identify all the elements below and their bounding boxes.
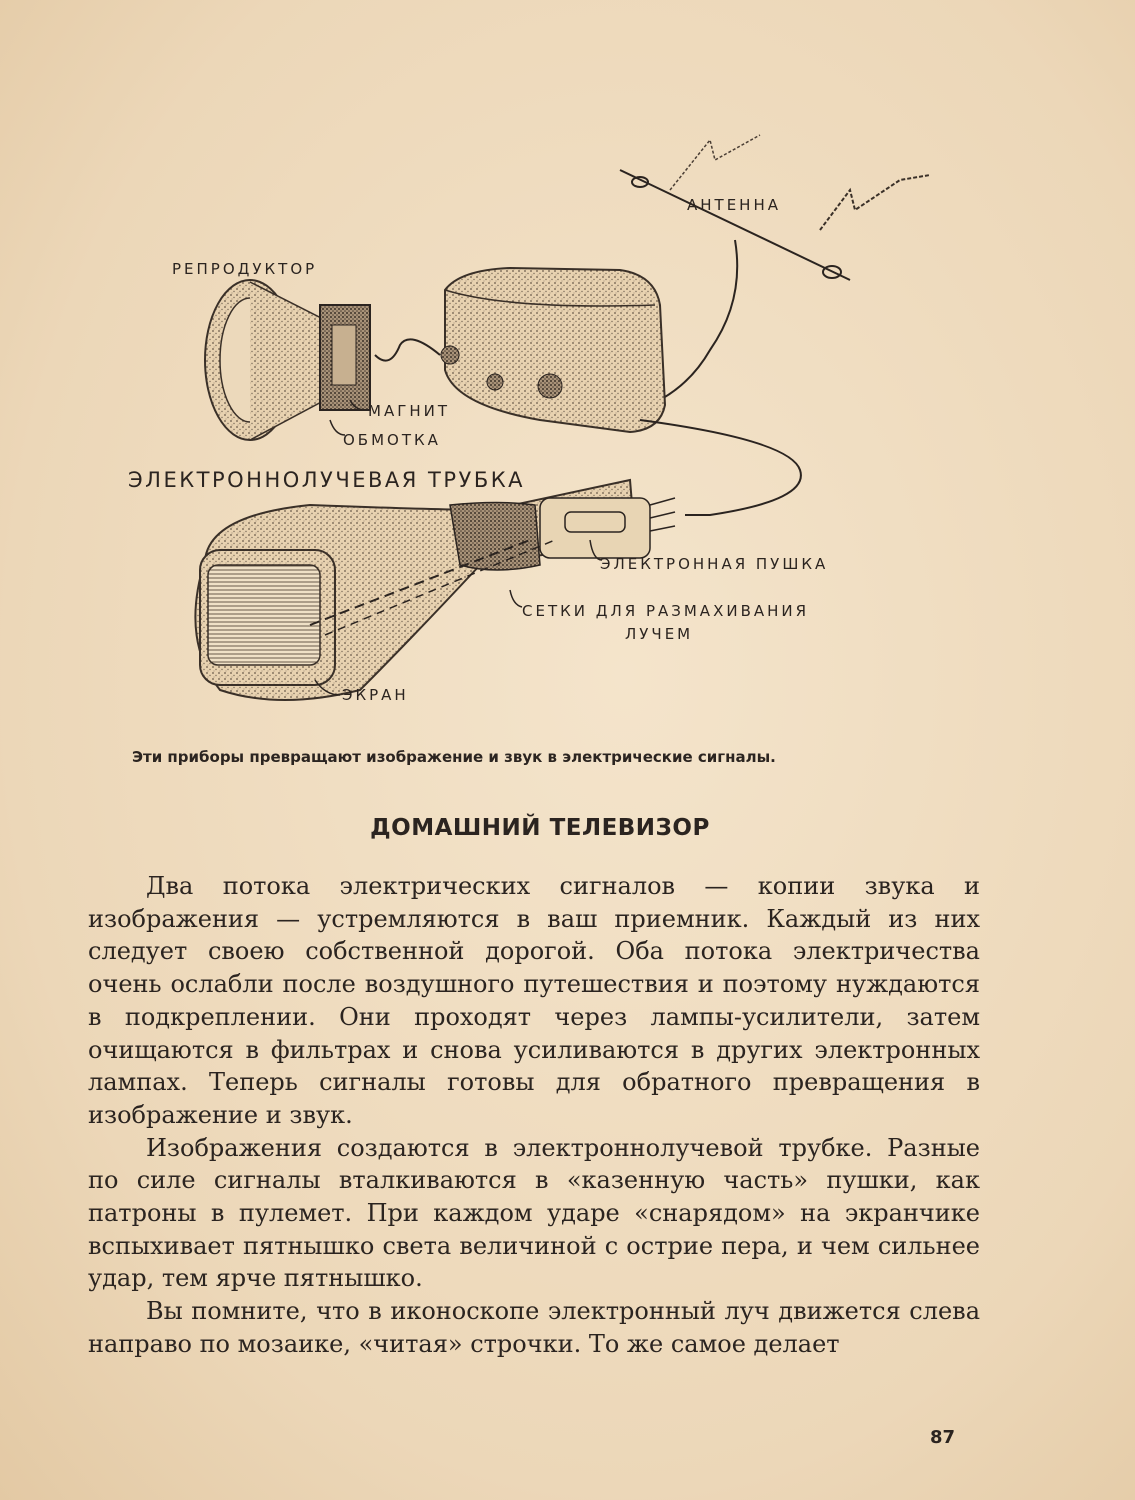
crt-tube (195, 480, 675, 700)
paragraph: Изображения создаются в электроннолучевой трубке. Разные по силе сигналы вталкиваются в «казенную часть» пушки, как патроны в пулемет. При каждом ударе «снарядом» на экранчике вспыхивает пятнышко света величиной с острие пера, и чем сильнее удар, тем ярче пятнышко. (88, 1133, 980, 1293)
paragraph: Вы помните, что в иконоскопе электронный луч движется слева направо по мозаике, «читая» строчки. То же самое делает (88, 1297, 980, 1358)
magnet-label: МАГНИТ (368, 402, 451, 420)
antenna-label: АНТЕННА (687, 196, 782, 214)
deflection-grids-label-line2: ЛУЧЕМ (625, 625, 694, 643)
speaker-wire (375, 339, 440, 360)
tv-diagram (110, 120, 990, 740)
coil-label: ОБМОТКА (343, 431, 441, 449)
paragraph: Два потока электрических сигналов — копии звука и изображения — устремляются в ваш приемник. Каждый из них следует своею собственной дорогой. Оба потока электричества очень ослабли после воздушного путешествия и поэтому нуждаются в подкреплении. Они проходят через лампы-усилители, затем очищаются в фильтрах и снова усиливаются в других электронных лампах. Теперь сигналы готовы для обратного превращения в изображение и звук. (88, 872, 980, 1129)
figure-caption: Эти приборы превращают изображение и звук в электрические сигналы. (132, 748, 776, 766)
speaker-label: РЕПРОДУКТОР (172, 260, 318, 278)
tv-diagram-drawing (110, 120, 990, 740)
crt-label: ЭЛЕКТРОННОЛУЧЕВАЯ ТРУБКА (128, 468, 526, 492)
loudspeaker (205, 280, 370, 440)
screen-label: ЭКРАН (342, 686, 409, 704)
electron-gun-label: ЭЛЕКТРОННАЯ ПУШКА (600, 555, 829, 573)
body-text (88, 870, 980, 1361)
deflection-grids-label: СЕТКИ ДЛЯ РАЗМАХИВАНИЯ (522, 602, 810, 620)
page-number: 87 (930, 1427, 956, 1448)
section-heading: ДОМАШНИЙ ТЕЛЕВИЗОР (370, 815, 710, 841)
receiver-box (441, 268, 665, 432)
